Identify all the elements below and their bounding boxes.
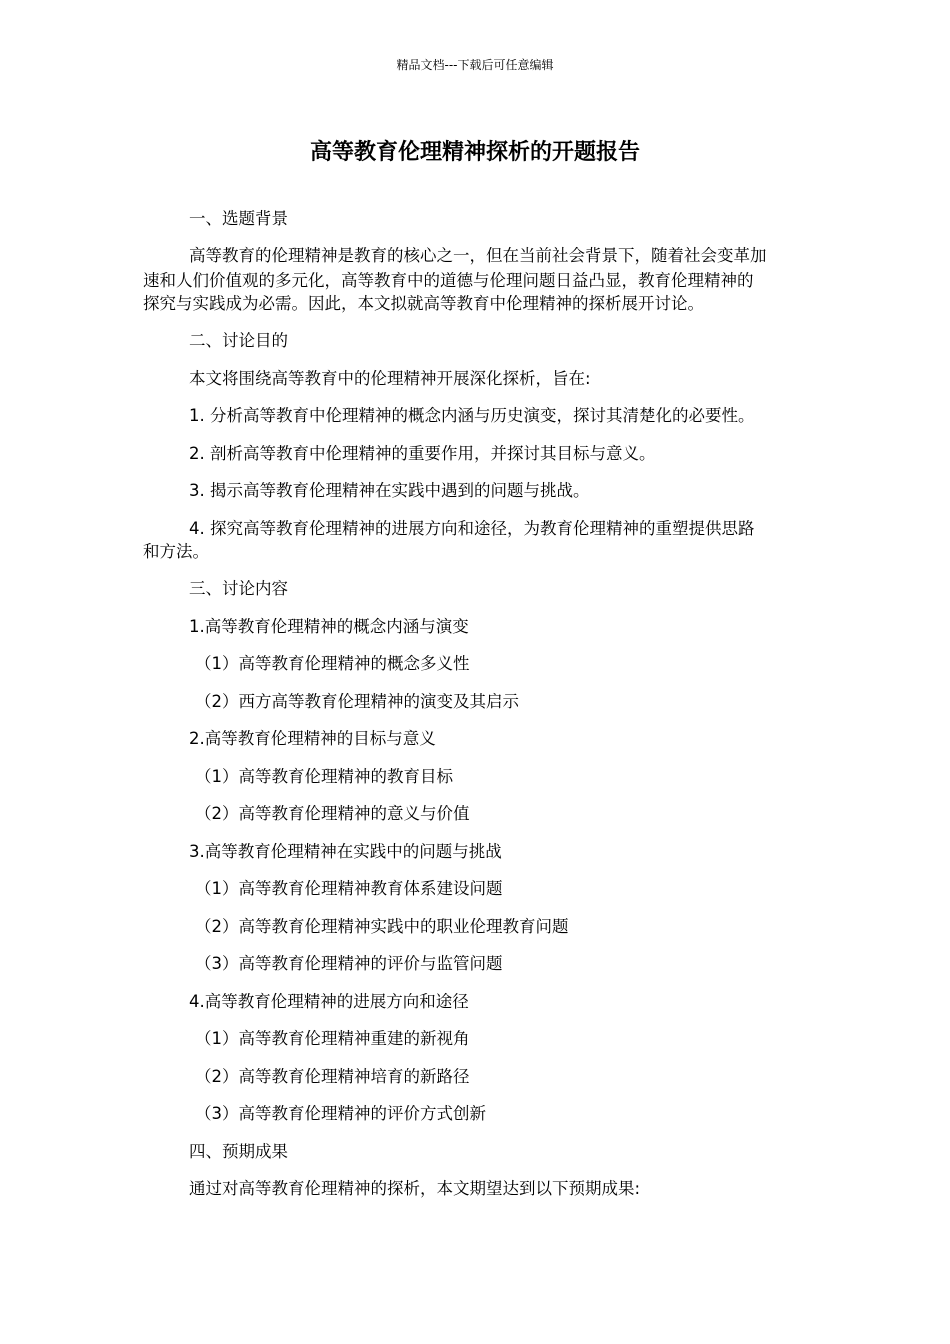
section-heading-background: 一、选题背景 — [189, 209, 288, 228]
paragraph-line: 本文将围绕高等教育中的伦理精神开展深化探析，旨在: — [189, 369, 591, 388]
subsection-item: （3）高等教育伦理精神的评价与监管问题 — [195, 954, 503, 973]
list-item: 4. 探究高等教育伦理精神的进展方向和途径，为教育伦理精神的重塑提供思路 — [189, 519, 755, 538]
section-heading-content: 三、讨论内容 — [189, 579, 288, 598]
document-title: 高等教育伦理精神探析的开题报告 — [309, 140, 640, 165]
paragraph-line: 速和人们价值观的多元化，高等教育中的道德与伦理问题日益凸显，教育伦理精神的 — [143, 271, 754, 290]
subsection-item: （2）西方高等教育伦理精神的演变及其启示 — [195, 692, 519, 711]
list-item: 3. 揭示高等教育伦理精神在实践中遇到的问题与挑战。 — [189, 481, 590, 500]
list-item: 2. 剖析高等教育中伦理精神的重要作用，并探讨其目标与意义。 — [189, 444, 656, 463]
subsection-item: （3）高等教育伦理精神的评价方式创新 — [195, 1104, 486, 1123]
subsection-item: （2）高等教育伦理精神培育的新路径 — [195, 1067, 470, 1086]
subsection-item: （1）高等教育伦理精神的概念多义性 — [195, 654, 470, 673]
subsection-heading: 1.高等教育伦理精神的概念内涵与演变 — [189, 617, 469, 636]
paragraph-line: 高等教育的伦理精神是教育的核心之一，但在当前社会背景下，随着社会变革加 — [189, 246, 767, 265]
subsection-heading: 3.高等教育伦理精神在实践中的问题与挑战 — [189, 842, 502, 861]
subsection-item: （2）高等教育伦理精神实践中的职业伦理教育问题 — [195, 917, 569, 936]
list-item: 1. 分析高等教育中伦理精神的概念内涵与历史演变，探讨其清楚化的必要性。 — [189, 406, 755, 425]
subsection-item: （1）高等教育伦理精神教育体系建设问题 — [195, 879, 503, 898]
subsection-heading: 2.高等教育伦理精神的目标与意义 — [189, 729, 436, 748]
paragraph-line: 通过对高等教育伦理精神的探析，本文期望达到以下预期成果: — [189, 1179, 641, 1198]
subsection-item: （1）高等教育伦理精神的教育目标 — [195, 767, 453, 786]
paragraph-line: 探究与实践成为必需。因此，本文拟就高等教育中伦理精神的探析展开讨论。 — [143, 294, 704, 313]
list-item-continuation: 和方法。 — [143, 542, 209, 561]
subsection-item: （1）高等教育伦理精神重建的新视角 — [195, 1029, 470, 1048]
subsection-heading: 4.高等教育伦理精神的进展方向和途径 — [189, 992, 469, 1011]
section-heading-purpose: 二、讨论目的 — [189, 331, 288, 350]
section-heading-outcomes: 四、预期成果 — [189, 1142, 288, 1161]
page-header: 精品文档---下载后可任意编辑 — [396, 58, 554, 72]
subsection-item: （2）高等教育伦理精神的意义与价值 — [195, 804, 470, 823]
